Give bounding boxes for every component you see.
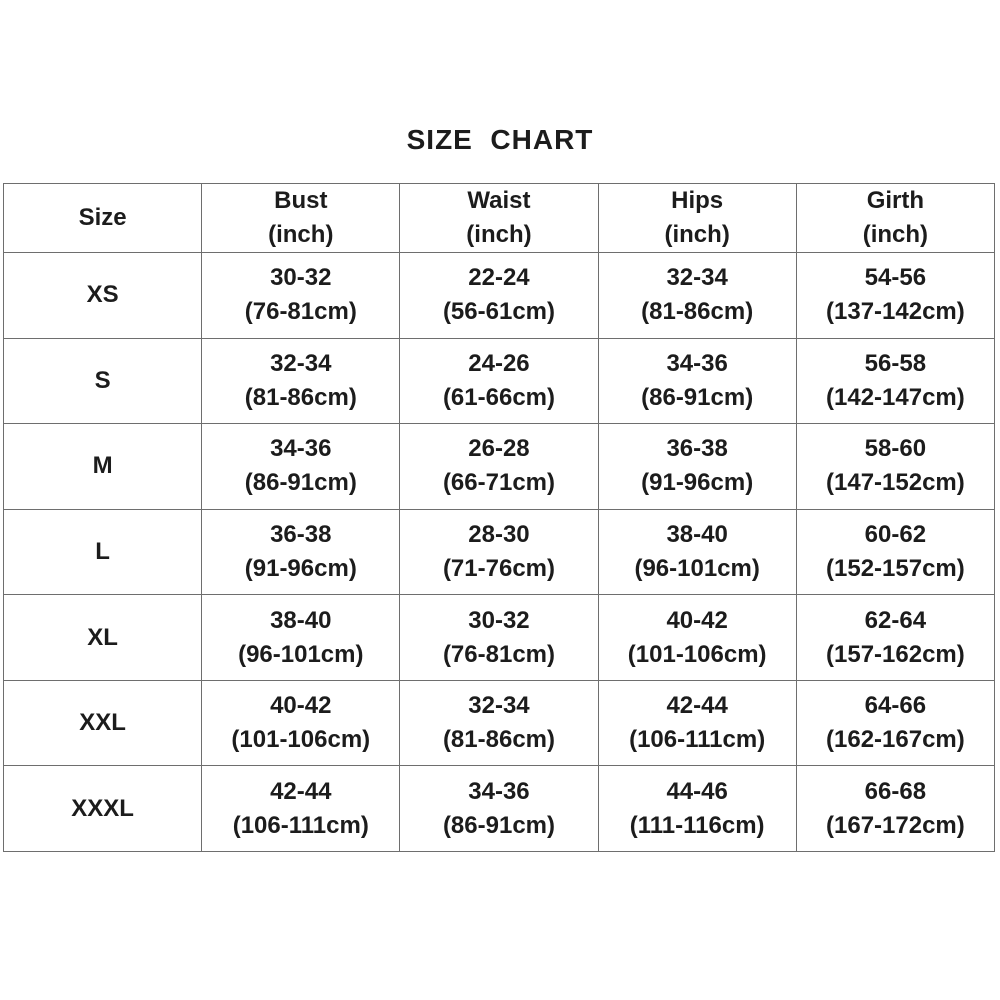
girth-cell bbox=[796, 595, 994, 681]
waist-cell bbox=[400, 509, 598, 595]
waist-cell bbox=[400, 766, 598, 852]
size-chart-title: SIZE CHART bbox=[406, 124, 594, 155]
waist-cm-value: (76-81cm) bbox=[442, 640, 555, 668]
bust-cell bbox=[202, 338, 400, 424]
hips-inch-value: 36-38 bbox=[666, 435, 728, 463]
waist-inch-value: 24-26 bbox=[468, 349, 530, 377]
column-label: Size bbox=[78, 204, 127, 231]
hips-cm-value: (91-96cm) bbox=[641, 469, 754, 497]
hips-cell bbox=[598, 680, 796, 766]
hips-cell bbox=[598, 766, 796, 852]
bust-inch-value: 36-38 bbox=[270, 520, 332, 548]
girth-cm-value: (137-142cm) bbox=[826, 298, 965, 326]
waist-cm-value: (71-76cm) bbox=[442, 554, 555, 582]
size-cell bbox=[4, 595, 202, 681]
table-row-xxxl bbox=[4, 766, 995, 852]
bust-inch-value: 40-42 bbox=[270, 692, 332, 720]
girth-cm-value: (147-152cm) bbox=[826, 469, 965, 497]
table-row-xs bbox=[4, 253, 995, 339]
hips-cm-value: (101-106cm) bbox=[627, 640, 767, 668]
girth-inch-value: 60-62 bbox=[864, 520, 927, 548]
hips-cell bbox=[598, 424, 796, 510]
girth-cm-value: (157-162cm) bbox=[826, 640, 965, 668]
waist-inch-value: 28-30 bbox=[468, 520, 530, 548]
girth-cm-value: (152-157cm) bbox=[826, 554, 965, 582]
girth-cell bbox=[796, 253, 994, 339]
size-label: S bbox=[94, 366, 111, 394]
waist-inch-value: 30-32 bbox=[468, 606, 530, 634]
waist-cm-value: (81-86cm) bbox=[442, 726, 555, 754]
size-cell bbox=[4, 766, 202, 852]
bust-inch-value: 38-40 bbox=[270, 606, 332, 634]
table-row-xl bbox=[4, 595, 995, 681]
girth-cell bbox=[796, 766, 994, 852]
table-row-xxl bbox=[4, 680, 995, 766]
bust-inch-value: 42-44 bbox=[270, 777, 332, 805]
waist-cell bbox=[400, 424, 598, 510]
hips-inch-value: 44-46 bbox=[666, 777, 728, 805]
girth-inch-value: 62-64 bbox=[864, 606, 927, 634]
size-cell bbox=[4, 338, 202, 424]
bust-inch-value: 30-32 bbox=[270, 264, 332, 292]
girth-cell bbox=[796, 680, 994, 766]
bust-cm-value: (91-96cm) bbox=[244, 554, 357, 582]
girth-cm-value: (167-172cm) bbox=[826, 811, 965, 839]
column-unit: (inch) bbox=[664, 221, 730, 248]
waist-cm-value: (66-71cm) bbox=[442, 469, 555, 497]
bust-cm-value: (86-91cm) bbox=[244, 469, 357, 497]
hips-inch-value: 34-36 bbox=[666, 349, 728, 377]
column-header-waist bbox=[400, 184, 598, 253]
girth-cell bbox=[796, 338, 994, 424]
hips-inch-value: 42-44 bbox=[666, 692, 728, 720]
girth-cell bbox=[796, 424, 994, 510]
column-unit: (inch) bbox=[862, 221, 929, 248]
bust-cm-value: (96-101cm) bbox=[238, 640, 364, 668]
size-cell bbox=[4, 424, 202, 510]
size-cell bbox=[4, 509, 202, 595]
hips-cm-value: (106-111cm) bbox=[629, 726, 766, 754]
bust-cm-value: (106-111cm) bbox=[232, 811, 369, 839]
table-row-l bbox=[4, 509, 995, 595]
girth-cell bbox=[796, 509, 994, 595]
size-label: XL bbox=[87, 623, 118, 651]
column-label: Waist bbox=[467, 187, 531, 214]
column-header-hips bbox=[598, 184, 796, 253]
column-header-bust bbox=[202, 184, 400, 253]
column-header-size bbox=[4, 184, 202, 253]
hips-cell bbox=[598, 253, 796, 339]
hips-inch-value: 32-34 bbox=[666, 264, 728, 292]
waist-cm-value: (56-61cm) bbox=[442, 298, 555, 326]
size-label: M bbox=[92, 452, 113, 480]
waist-inch-value: 26-28 bbox=[468, 435, 530, 463]
waist-cell bbox=[400, 595, 598, 681]
bust-cell bbox=[202, 424, 400, 510]
hips-cm-value: (111-116cm) bbox=[629, 811, 765, 839]
bust-inch-value: 32-34 bbox=[270, 349, 332, 377]
hips-inch-value: 38-40 bbox=[666, 520, 728, 548]
bust-cm-value: (81-86cm) bbox=[244, 383, 357, 411]
column-label: Hips bbox=[671, 187, 724, 214]
hips-cell bbox=[598, 509, 796, 595]
bust-cell bbox=[202, 509, 400, 595]
hips-cm-value: (81-86cm) bbox=[641, 298, 754, 326]
bust-cell bbox=[202, 680, 400, 766]
column-unit: (inch) bbox=[268, 221, 334, 248]
waist-cell bbox=[400, 680, 598, 766]
size-label: XXL bbox=[79, 709, 126, 737]
waist-cell bbox=[400, 253, 598, 339]
size-label: XS bbox=[86, 281, 119, 309]
hips-cell bbox=[598, 595, 796, 681]
girth-inch-value: 58-60 bbox=[864, 435, 927, 463]
girth-inch-value: 54-56 bbox=[864, 264, 927, 292]
girth-inch-value: 56-58 bbox=[864, 349, 927, 377]
bust-cell bbox=[202, 766, 400, 852]
hips-cell bbox=[598, 338, 796, 424]
size-label: L bbox=[95, 537, 110, 565]
waist-inch-value: 32-34 bbox=[468, 692, 530, 720]
bust-inch-value: 34-36 bbox=[270, 435, 332, 463]
girth-inch-value: 66-68 bbox=[864, 777, 927, 805]
column-unit: (inch) bbox=[466, 221, 532, 248]
bust-cm-value: (76-81cm) bbox=[244, 298, 357, 326]
girth-cm-value: (142-147cm) bbox=[826, 383, 965, 411]
size-cell bbox=[4, 253, 202, 339]
hips-inch-value: 40-42 bbox=[666, 606, 728, 634]
hips-cm-value: (96-101cm) bbox=[634, 554, 760, 582]
waist-inch-value: 22-24 bbox=[468, 264, 530, 292]
waist-cm-value: (61-66cm) bbox=[442, 383, 555, 411]
size-label: XXXL bbox=[71, 794, 134, 822]
bust-cell bbox=[202, 595, 400, 681]
size-cell bbox=[4, 680, 202, 766]
waist-cm-value: (86-91cm) bbox=[442, 811, 555, 839]
table-row-s bbox=[4, 338, 995, 424]
bust-cell bbox=[202, 253, 400, 339]
hips-cm-value: (86-91cm) bbox=[641, 383, 754, 411]
size-table bbox=[3, 183, 995, 852]
table-row-m bbox=[4, 424, 995, 510]
column-header-girth bbox=[796, 184, 994, 253]
girth-inch-value: 64-66 bbox=[864, 692, 927, 720]
header-row bbox=[4, 184, 995, 253]
column-label: Girth bbox=[866, 187, 925, 214]
girth-cm-value: (162-167cm) bbox=[826, 726, 965, 754]
waist-inch-value: 34-36 bbox=[468, 777, 530, 805]
bust-cm-value: (101-106cm) bbox=[231, 726, 371, 754]
column-label: Bust bbox=[274, 187, 328, 214]
waist-cell bbox=[400, 338, 598, 424]
